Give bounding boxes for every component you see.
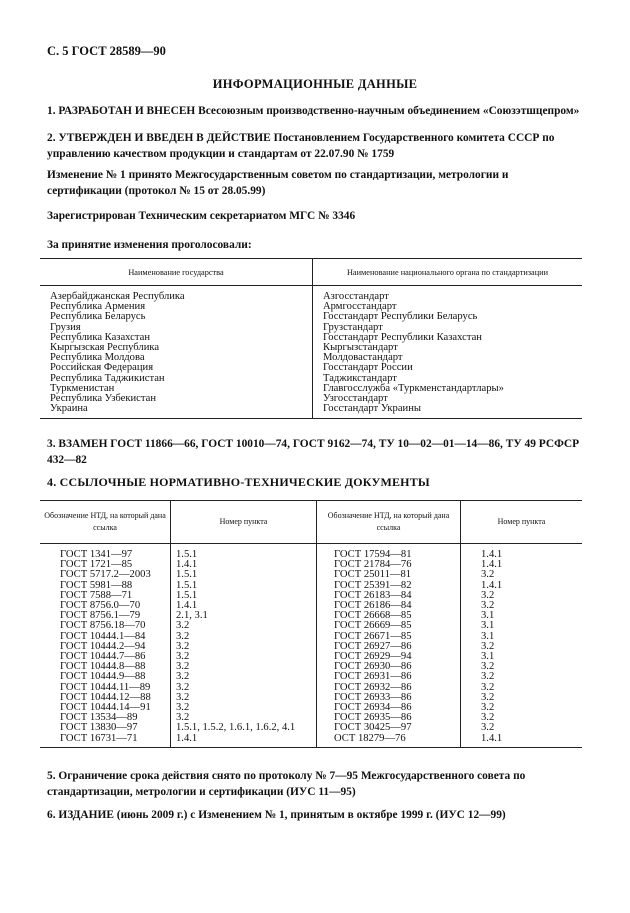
state-name-cell: Республика Казахстан [50,331,151,343]
ref-doc-cell: ГОСТ 26668—85 [317,611,461,621]
ref-clause-cell: 3.2 [461,591,583,601]
references-table-row [40,734,582,748]
state-name-cell: Украина [50,403,88,415]
ref-clause-cell: 1.4.1 [461,734,583,748]
item-1-developed: 1. РАЗРАБОТАН И ВНЕСЕН Всесоюзным производственно-научным объединением «Союзэтшцепром» [47,105,580,117]
ref-doc-cell: ГОСТ 10444.2—94 [60,640,146,652]
states-col-body: Наименование национального органа по стандартизации [313,259,583,286]
ref-doc-cell: ГОСТ 26669—85 [317,621,461,631]
references-table-body [40,544,582,748]
ref-clause-cell: 3.2 [171,642,317,652]
refs-col-clause-left: Номер пункта [171,501,317,544]
state-name-cell: Республика Узбекистан [50,393,157,405]
item-4-references-heading: 4. ССЫЛОЧНЫЕ НОРМАТИВНО-ТЕХНИЧЕСКИЕ ДОКУМЕНТЫ [47,475,430,489]
standards-body-cell: Госстандарт Республики Беларусь [313,312,583,322]
ref-doc-cell: ГОСТ 8756.18—70 [60,620,146,632]
refs-col-clause-right: Номер пункта [461,501,583,544]
state-name-cell: Республика Молдова [50,352,145,364]
ref-clause-cell: 3.1 [461,621,583,631]
ref-doc-cell: ОСТ 18279—76 [317,734,461,748]
change-note: Изменение № 1 принято Межгосударственным советом по стандартизации, метрологии и сертификации (протокол № 15 от 28.05.99) [47,169,509,197]
ref-clause-cell: 3.2 [171,703,317,713]
standards-body-cell: Госстандарт Республики Казахстан [313,333,583,343]
ref-clause-cell: 3.2 [171,683,317,693]
ref-doc-cell: ГОСТ 10444.1—84 [60,630,146,642]
states-table-body [40,286,582,419]
state-name-cell: Республика Беларусь [50,311,146,323]
item-6-edition: 6. ИЗДАНИЕ (июнь 2009 г.) с Изменением № 1, принятым в октябре 1999 г. (ИУС 12—99) [47,809,506,821]
registration-note: Зарегистрирован Техническим секретариатом МГС № 3346 [47,210,356,222]
ref-clause-cell: 3.2 [461,723,583,733]
ref-doc-cell: ГОСТ 26927—86 [317,642,461,652]
ref-doc-cell: ГОСТ 10444.11—89 [60,681,151,693]
ref-doc-cell: ГОСТ 26935—86 [317,713,461,723]
ref-clause-cell: 3.1 [461,652,583,662]
page-header: С. 5 ГОСТ 28589—90 [47,44,166,58]
states-table-row [40,286,582,303]
state-name-cell: Республика Армения [50,301,146,313]
ref-clause-cell: 3.2 [171,652,317,662]
states-table-row [40,404,582,419]
ref-clause-cell: 1.4.1 [461,581,583,591]
ref-clause-cell: 3.2 [171,662,317,672]
standards-body-cell: Госстандарт Украины [313,404,583,419]
ref-clause-cell: 3.2 [171,672,317,682]
ref-clause-cell: 3.2 [461,570,583,580]
item-3-replaces: 3. ВЗАМЕН ГОСТ 11866—66, ГОСТ 10010—74, ГОСТ 9162—74, ТУ 10—02—01—14—86, ТУ 49 РСФСР 432—82 [47,438,580,466]
state-name-cell: Грузия [50,321,81,333]
ref-doc-cell: ГОСТ 25011—81 [317,570,461,580]
ref-clause-cell: 1.5.1 [171,544,317,561]
ref-doc-cell: ГОСТ 10444.9—88 [60,671,146,683]
ref-doc-cell: ГОСТ 10444.12—88 [60,691,151,703]
ref-clause-cell: 3.2 [461,672,583,682]
section-title: ИНФОРМАЦИОННЫЕ ДАННЫЕ [212,77,418,91]
standards-body-cell: Таджикстандарт [313,374,583,384]
state-name-cell: Российская Федерация [50,362,154,374]
ref-clause-cell: 3.2 [461,683,583,693]
item-5-term-limit: 5. Ограничение срока действия снято по протоколу № 7—95 Межгосударственного совета по стандартизации, метрологии и сертификации (ИУС 11—95) [47,770,526,798]
ref-doc-cell: ГОСТ 17594—81 [317,544,461,561]
state-name-cell: Азербайджанская Республика [50,291,185,302]
ref-doc-cell: ГОСТ 26933—86 [317,693,461,703]
ref-doc-cell: ГОСТ 25391—82 [317,581,461,591]
ref-clause-cell: 3.2 [171,713,317,723]
state-name-cell: Республика Таджикистан [50,372,165,384]
ref-clause-cell: 3.2 [171,693,317,703]
ref-clause-cell: 3.2 [461,662,583,672]
ref-doc-cell: ГОСТ 5717.2—2003 [60,569,151,581]
standards-body-cell: Молдовастандарт [313,353,583,363]
state-name-cell: Кыргызская Республика [50,342,160,354]
states-table [40,258,582,419]
ref-clause-cell: 3.1 [461,611,583,621]
ref-doc-cell: ГОСТ 8756.1—79 [60,610,141,622]
standards-body-cell: Главгосслужба «Туркменстандартлары» [313,384,583,394]
ref-doc-cell: ГОСТ 10444.7—86 [60,651,146,663]
ref-clause-cell: 1.5.1 [171,570,317,580]
ref-doc-cell: ГОСТ 5981—88 [60,579,133,591]
ref-clause-cell: 1.5.1, 1.5.2, 1.6.1, 1.6.2, 4.1 [171,723,317,733]
standards-body-cell: Армгосстандарт [313,302,583,312]
standards-body-cell: Азгосстандарт [313,286,583,303]
ref-clause-cell: 1.4.1 [171,734,317,748]
standards-body-cell: Грузстандарт [313,323,583,333]
ref-clause-cell: 3.2 [171,632,317,642]
ref-doc-cell: ГОСТ 26671—85 [317,632,461,642]
ref-clause-cell: 3.2 [461,703,583,713]
voted-heading: За принятие изменения проголосовали: [47,239,252,251]
ref-clause-cell: 1.5.1 [171,581,317,591]
ref-doc-cell: ГОСТ 10444.8—88 [60,661,146,673]
ref-doc-cell: ГОСТ 26186—84 [317,601,461,611]
ref-doc-cell: ГОСТ 1341—97 [60,549,133,560]
refs-col-doc-right: Обозначение НТД, на который дана ссылка [317,501,461,544]
ref-doc-cell: ГОСТ 10444.14—91 [60,702,151,714]
ref-clause-cell: 1.5.1 [171,591,317,601]
ref-doc-cell: ГОСТ 16731—71 [60,732,138,744]
ref-clause-cell: 1.4.1 [461,544,583,561]
states-table-row [40,312,582,322]
ref-clause-cell: 1.4.1 [461,560,583,570]
ref-clause-cell: 3.2 [461,693,583,703]
ref-clause-cell: 3.1 [461,632,583,642]
ref-clause-cell: 1.4.1 [171,601,317,611]
ref-clause-cell: 3.2 [461,642,583,652]
ref-clause-cell: 3.2 [461,601,583,611]
ref-doc-cell: ГОСТ 13534—89 [60,712,138,724]
ref-doc-cell: ГОСТ 26934—86 [317,703,461,713]
refs-col-doc-left: Обозначение НТД, на который дана ссылка [40,501,171,544]
ref-doc-cell: ГОСТ 26930—86 [317,662,461,672]
standards-body-cell: Узгосстандарт [313,394,583,404]
ref-clause-cell: 3.2 [461,713,583,723]
references-table-row [40,544,582,561]
ref-doc-cell: ГОСТ 26931—86 [317,672,461,682]
ref-doc-cell: ГОСТ 8756.0—70 [60,600,141,612]
ref-clause-cell: 3.2 [171,621,317,631]
references-table [40,500,582,748]
ref-doc-cell: ГОСТ 30425—97 [317,723,461,733]
ref-clause-cell: 1.4.1 [171,560,317,570]
standards-body-cell: Госстандарт России [313,363,583,373]
standards-body-cell: Кыргызстандарт [313,343,583,353]
ref-doc-cell: ГОСТ 1721—85 [60,559,133,571]
ref-doc-cell: ГОСТ 7588—71 [60,589,133,601]
item-2-approved: 2. УТВЕРЖДЕН И ВВЕДЕН В ДЕЙСТВИЕ Постановлением Государственного комитета СССР по управлению качеством продукции и стандартам от 22.07.90 № 1759 [47,132,555,160]
ref-clause-cell: 2.1, 3.1 [171,611,317,621]
states-col-country: Наименование государства [40,259,313,286]
state-name-cell: Туркменистан [50,382,115,394]
ref-doc-cell: ГОСТ 26929—94 [317,652,461,662]
ref-doc-cell: ГОСТ 13830—97 [60,722,138,734]
states-table-row [40,394,582,404]
ref-doc-cell: ГОСТ 21784—76 [317,560,461,570]
ref-doc-cell: ГОСТ 26932—86 [317,683,461,693]
ref-doc-cell: ГОСТ 26183—84 [317,591,461,601]
